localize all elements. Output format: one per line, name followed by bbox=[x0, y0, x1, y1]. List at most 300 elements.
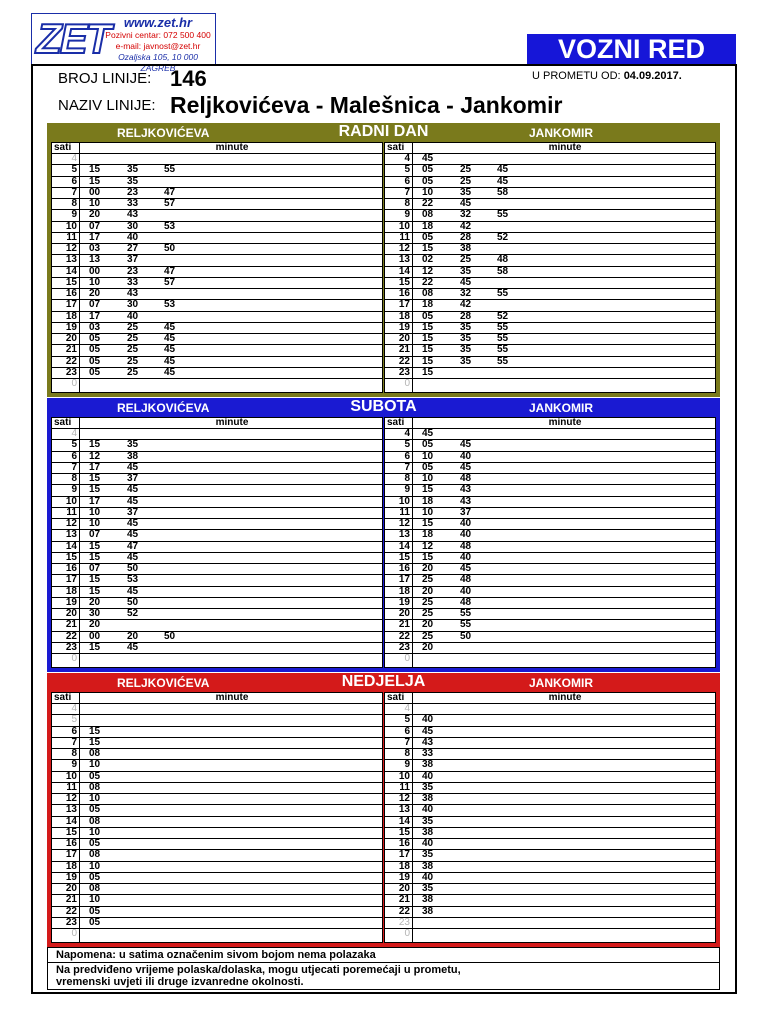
minute-cell: 45 bbox=[127, 518, 139, 529]
table-row bbox=[385, 452, 715, 463]
hour-cell: 8 bbox=[71, 748, 77, 759]
minute-cell: 38 bbox=[127, 450, 139, 462]
table-row bbox=[52, 357, 382, 368]
minute-cell: 13 bbox=[89, 254, 101, 266]
minute-cell: 33 bbox=[422, 748, 434, 759]
minute-cell: 15 bbox=[89, 725, 101, 737]
table-row bbox=[385, 632, 715, 643]
minute-cell: 48 bbox=[460, 540, 472, 552]
hour-cell: 15 bbox=[65, 551, 77, 563]
minute-cell: 15 bbox=[422, 243, 434, 254]
hour-cell: 5 bbox=[71, 439, 77, 451]
hour-cell: 12 bbox=[398, 518, 410, 529]
table-row bbox=[385, 210, 715, 221]
hour-cell: 15 bbox=[398, 826, 410, 838]
minute-cell: 43 bbox=[460, 484, 472, 496]
hour-cell: 4 bbox=[404, 153, 410, 164]
minute-cell: 58 bbox=[497, 186, 509, 198]
hour-cell: 10 bbox=[65, 220, 77, 232]
minute-cell: 10 bbox=[89, 759, 101, 771]
table-row bbox=[385, 553, 715, 564]
hour-cell: 23 bbox=[398, 366, 410, 378]
minute-cell: 47 bbox=[164, 186, 176, 198]
hour-cell: 9 bbox=[71, 209, 77, 221]
minute-cell: 33 bbox=[127, 276, 139, 288]
schedule-block-sb bbox=[47, 398, 720, 672]
hour-cell: 5 bbox=[404, 164, 410, 176]
minute-cell: 47 bbox=[127, 540, 139, 552]
hour-cell: 8 bbox=[71, 473, 77, 484]
minute-cell: 08 bbox=[422, 209, 434, 221]
logo-email: e-mail: javnost@zet.hr bbox=[115, 41, 201, 51]
hour-cell: 10 bbox=[65, 495, 77, 507]
minute-cell: 37 bbox=[127, 473, 139, 484]
minute-cell: 05 bbox=[422, 439, 434, 451]
hour-cell: 9 bbox=[404, 759, 410, 771]
table-row bbox=[52, 267, 382, 278]
hour-cell: 6 bbox=[404, 175, 410, 187]
table-row bbox=[385, 165, 715, 176]
table-row bbox=[385, 278, 715, 289]
minute-cell: 52 bbox=[497, 231, 509, 243]
hour-cell: 19 bbox=[398, 321, 410, 333]
hour-cell: 11 bbox=[66, 231, 77, 243]
hour-cell: 6 bbox=[404, 725, 410, 737]
minute-cell: 05 bbox=[89, 916, 101, 928]
hour-cell: 0 bbox=[404, 653, 410, 664]
hour-cell: 12 bbox=[65, 793, 77, 804]
minute-cell: 40 bbox=[422, 804, 434, 816]
minute-cell: 40 bbox=[422, 714, 434, 726]
line-number-label: BROJ LINIJE: bbox=[58, 70, 152, 87]
column-header-minutes: minute bbox=[548, 692, 582, 703]
departures-table-right bbox=[384, 142, 716, 393]
hour-cell: 17 bbox=[398, 299, 410, 311]
table-row bbox=[52, 222, 382, 233]
hour-cell: 5 bbox=[404, 439, 410, 451]
zet-logo bbox=[31, 13, 216, 73]
hour-cell: 13 bbox=[398, 254, 410, 266]
column-header-minutes: minute bbox=[215, 142, 249, 153]
column-header-hours: sati bbox=[54, 142, 72, 153]
table-row bbox=[385, 772, 715, 783]
minute-cell: 43 bbox=[422, 736, 434, 748]
hour-cell: 6 bbox=[71, 450, 77, 462]
hour-cell: 22 bbox=[398, 630, 410, 642]
hour-cell: 9 bbox=[404, 209, 410, 221]
hour-cell: 14 bbox=[65, 540, 77, 552]
minute-cell: 08 bbox=[89, 781, 101, 793]
table-row bbox=[52, 177, 382, 188]
hour-cell: 0 bbox=[71, 378, 77, 389]
minute-cell: 40 bbox=[422, 838, 434, 849]
minute-cell: 40 bbox=[422, 770, 434, 782]
minute-cell: 48 bbox=[460, 596, 472, 608]
table-row bbox=[385, 154, 715, 165]
line-number-value: 146 bbox=[170, 66, 207, 91]
table-rows bbox=[52, 704, 382, 940]
schedule-block-header bbox=[47, 123, 720, 142]
line-name-value: Reljkovićeva - Malešnica - Jankomir bbox=[170, 92, 563, 118]
hour-cell: 13 bbox=[65, 804, 77, 816]
table-row bbox=[385, 429, 715, 440]
table-row bbox=[52, 805, 382, 816]
minute-cell: 20 bbox=[422, 641, 434, 653]
minute-cell: 35 bbox=[422, 815, 434, 827]
minute-cell: 50 bbox=[164, 630, 176, 642]
minute-cell: 32 bbox=[460, 209, 472, 221]
minute-cell: 55 bbox=[164, 164, 176, 176]
schedule-block-header bbox=[47, 398, 720, 417]
table-row bbox=[385, 508, 715, 519]
minute-cell: 05 bbox=[89, 804, 101, 816]
minute-cell: 38 bbox=[422, 759, 434, 771]
minute-cell: 05 bbox=[422, 231, 434, 243]
column-header-hours: sati bbox=[54, 417, 72, 428]
minute-cell: 45 bbox=[460, 198, 472, 209]
table-row bbox=[52, 508, 382, 519]
hour-cell: 10 bbox=[398, 495, 410, 507]
minute-cell: 07 bbox=[89, 220, 101, 232]
minute-cell: 20 bbox=[89, 209, 101, 221]
minute-cell: 17 bbox=[89, 461, 101, 473]
minute-cell: 15 bbox=[89, 641, 101, 653]
minute-cell: 35 bbox=[127, 175, 139, 187]
hour-cell: 4 bbox=[71, 703, 77, 714]
minute-cell: 00 bbox=[89, 630, 101, 642]
minute-cell: 37 bbox=[460, 506, 472, 518]
minute-cell: 40 bbox=[460, 518, 472, 529]
minute-cell: 40 bbox=[422, 871, 434, 883]
table-row bbox=[52, 929, 382, 940]
table-row bbox=[52, 485, 382, 496]
table-row bbox=[52, 828, 382, 839]
table-row bbox=[52, 289, 382, 300]
minute-cell: 10 bbox=[89, 793, 101, 804]
table-row bbox=[385, 199, 715, 210]
table-row bbox=[385, 918, 715, 929]
note-disclaimer-line-2: vremenski uvjeti ili druge izvanredne okolnosti. bbox=[56, 976, 304, 988]
hour-cell: 20 bbox=[398, 333, 410, 344]
table-row bbox=[385, 654, 715, 665]
minute-cell: 00 bbox=[89, 265, 101, 277]
table-row bbox=[52, 300, 382, 311]
minute-cell: 45 bbox=[164, 344, 176, 356]
table-row bbox=[385, 828, 715, 839]
table-row bbox=[385, 643, 715, 654]
departures-table-right bbox=[384, 417, 716, 668]
hour-cell: 7 bbox=[71, 461, 77, 473]
table-row bbox=[52, 749, 382, 760]
hour-cell: 10 bbox=[398, 220, 410, 232]
table-row bbox=[52, 760, 382, 771]
minute-cell: 07 bbox=[89, 563, 101, 574]
hour-cell: 23 bbox=[65, 916, 77, 928]
table-row bbox=[385, 519, 715, 530]
minute-cell: 45 bbox=[422, 153, 434, 164]
table-row bbox=[52, 632, 382, 643]
minute-cell: 48 bbox=[460, 574, 472, 586]
minute-cell: 25 bbox=[127, 344, 139, 356]
minute-cell: 10 bbox=[89, 860, 101, 872]
minute-cell: 45 bbox=[422, 725, 434, 737]
hour-cell: 0 bbox=[404, 378, 410, 389]
minute-cell: 52 bbox=[127, 608, 139, 619]
minute-cell: 20 bbox=[422, 619, 434, 631]
hour-cell: 20 bbox=[65, 883, 77, 894]
table-row bbox=[385, 783, 715, 794]
minute-cell: 30 bbox=[89, 608, 101, 619]
hour-cell: 17 bbox=[398, 574, 410, 586]
table-row bbox=[52, 620, 382, 631]
table-row bbox=[52, 255, 382, 266]
hour-cell: 15 bbox=[65, 826, 77, 838]
hour-cell: 11 bbox=[66, 506, 77, 518]
column-header-minutes: minute bbox=[548, 417, 582, 428]
table-row bbox=[52, 715, 382, 726]
minute-cell: 08 bbox=[422, 288, 434, 299]
hour-cell: 16 bbox=[398, 288, 410, 299]
table-row bbox=[385, 267, 715, 278]
table-row bbox=[385, 312, 715, 323]
minute-cell: 50 bbox=[164, 243, 176, 254]
table-rows bbox=[385, 154, 715, 390]
minute-cell: 05 bbox=[89, 355, 101, 367]
minute-cell: 15 bbox=[89, 574, 101, 586]
minute-cell: 28 bbox=[460, 310, 472, 322]
minute-cell: 45 bbox=[460, 276, 472, 288]
table-row bbox=[385, 907, 715, 918]
minute-cell: 35 bbox=[422, 849, 434, 861]
minute-cell: 55 bbox=[497, 209, 509, 221]
hour-cell: 4 bbox=[71, 428, 77, 439]
hour-cell: 4 bbox=[404, 428, 410, 439]
table-row bbox=[385, 289, 715, 300]
hour-cell: 6 bbox=[404, 450, 410, 462]
minute-cell: 50 bbox=[460, 630, 472, 642]
minute-cell: 20 bbox=[422, 585, 434, 597]
minute-cell: 08 bbox=[89, 849, 101, 861]
minute-cell: 08 bbox=[89, 815, 101, 827]
table-row bbox=[52, 587, 382, 598]
hour-cell: 16 bbox=[398, 563, 410, 574]
table-row bbox=[385, 323, 715, 334]
minute-cell: 22 bbox=[422, 198, 434, 209]
minute-cell: 40 bbox=[127, 310, 139, 322]
table-row bbox=[52, 895, 382, 906]
table-row bbox=[385, 929, 715, 940]
terminus-left: RELJKOVIĆEVA bbox=[117, 401, 210, 415]
notes-box bbox=[47, 947, 720, 990]
table-row bbox=[385, 368, 715, 379]
minute-cell: 38 bbox=[422, 894, 434, 906]
minute-cell: 05 bbox=[89, 333, 101, 344]
table-row bbox=[385, 839, 715, 850]
hour-cell: 12 bbox=[65, 243, 77, 254]
minute-cell: 30 bbox=[127, 299, 139, 311]
hour-cell: 18 bbox=[65, 585, 77, 597]
table-row bbox=[385, 760, 715, 771]
minute-cell: 53 bbox=[164, 220, 176, 232]
minute-cell: 10 bbox=[89, 198, 101, 209]
minute-cell: 20 bbox=[89, 288, 101, 299]
minute-cell: 25 bbox=[127, 321, 139, 333]
table-row bbox=[52, 368, 382, 379]
minute-cell: 15 bbox=[422, 366, 434, 378]
minute-cell: 05 bbox=[89, 344, 101, 356]
hour-cell: 8 bbox=[71, 198, 77, 209]
hour-cell: 21 bbox=[65, 619, 77, 631]
minute-cell: 10 bbox=[422, 450, 434, 462]
minute-cell: 43 bbox=[127, 209, 139, 221]
minute-cell: 35 bbox=[460, 333, 472, 344]
table-row bbox=[385, 485, 715, 496]
hour-cell: 20 bbox=[65, 608, 77, 619]
table-row bbox=[385, 738, 715, 749]
table-header bbox=[52, 418, 382, 429]
hour-cell: 0 bbox=[404, 928, 410, 939]
hour-cell: 21 bbox=[65, 344, 77, 356]
minute-cell: 38 bbox=[422, 860, 434, 872]
minute-cell: 20 bbox=[127, 630, 139, 642]
table-row bbox=[52, 542, 382, 553]
day-type-title: SUBOTA bbox=[350, 398, 417, 415]
minute-cell: 15 bbox=[89, 540, 101, 552]
table-row bbox=[52, 312, 382, 323]
hour-cell: 9 bbox=[404, 484, 410, 496]
minute-cell: 45 bbox=[497, 164, 509, 176]
table-row bbox=[385, 542, 715, 553]
hour-cell: 9 bbox=[71, 759, 77, 771]
minute-cell: 37 bbox=[127, 506, 139, 518]
minute-cell: 45 bbox=[497, 175, 509, 187]
minute-cell: 45 bbox=[127, 529, 139, 541]
hour-cell: 15 bbox=[65, 276, 77, 288]
minute-cell: 35 bbox=[460, 355, 472, 367]
table-row bbox=[385, 715, 715, 726]
minute-cell: 25 bbox=[460, 175, 472, 187]
table-row bbox=[385, 255, 715, 266]
table-row bbox=[52, 210, 382, 221]
hour-cell: 16 bbox=[398, 838, 410, 849]
hour-cell: 22 bbox=[65, 355, 77, 367]
minute-cell: 45 bbox=[164, 333, 176, 344]
hour-cell: 7 bbox=[71, 186, 77, 198]
hour-cell: 7 bbox=[404, 186, 410, 198]
table-row bbox=[385, 474, 715, 485]
minute-cell: 55 bbox=[460, 619, 472, 631]
minute-cell: 05 bbox=[89, 770, 101, 782]
table-row bbox=[385, 300, 715, 311]
minute-cell: 08 bbox=[89, 748, 101, 759]
minute-cell: 20 bbox=[89, 596, 101, 608]
table-row bbox=[52, 323, 382, 334]
table-row bbox=[52, 379, 382, 390]
minute-cell: 30 bbox=[127, 220, 139, 232]
minute-cell: 15 bbox=[422, 333, 434, 344]
terminus-right: JANKOMIR bbox=[529, 676, 594, 690]
column-header-hours: sati bbox=[387, 692, 405, 703]
minute-cell: 15 bbox=[422, 355, 434, 367]
terminus-right: JANKOMIR bbox=[529, 401, 594, 415]
table-row bbox=[52, 794, 382, 805]
minute-cell: 45 bbox=[422, 428, 434, 439]
hour-cell: 21 bbox=[398, 619, 410, 631]
table-row bbox=[52, 244, 382, 255]
table-row bbox=[52, 783, 382, 794]
hour-cell: 15 bbox=[398, 276, 410, 288]
minute-cell: 05 bbox=[422, 461, 434, 473]
table-row bbox=[52, 704, 382, 715]
minute-cell: 15 bbox=[89, 484, 101, 496]
minute-cell: 18 bbox=[422, 495, 434, 507]
hour-cell: 20 bbox=[398, 883, 410, 894]
hour-cell: 7 bbox=[404, 736, 410, 748]
minute-cell: 55 bbox=[460, 608, 472, 619]
hour-cell: 8 bbox=[404, 748, 410, 759]
departures-table-left bbox=[51, 142, 383, 393]
valid-from-date: 04.09.2017. bbox=[623, 70, 682, 82]
minute-cell: 45 bbox=[127, 484, 139, 496]
hour-cell: 4 bbox=[71, 153, 77, 164]
hour-cell: 13 bbox=[65, 529, 77, 541]
minute-cell: 40 bbox=[127, 231, 139, 243]
table-header bbox=[385, 143, 715, 154]
table-header bbox=[52, 693, 382, 704]
minute-cell: 05 bbox=[89, 905, 101, 917]
table-row bbox=[385, 704, 715, 715]
table-row bbox=[52, 278, 382, 289]
minute-cell: 22 bbox=[422, 276, 434, 288]
minute-cell: 02 bbox=[422, 254, 434, 266]
table-row bbox=[52, 452, 382, 463]
table-row bbox=[52, 918, 382, 929]
minute-cell: 35 bbox=[460, 265, 472, 277]
table-row bbox=[385, 575, 715, 586]
hour-cell: 0 bbox=[71, 653, 77, 664]
minute-cell: 45 bbox=[164, 366, 176, 378]
table-row bbox=[385, 530, 715, 541]
minute-cell: 15 bbox=[89, 551, 101, 563]
table-row bbox=[385, 497, 715, 508]
table-row bbox=[52, 850, 382, 861]
table-row bbox=[52, 497, 382, 508]
departures-table-left bbox=[51, 417, 383, 668]
note-disclaimer bbox=[48, 962, 719, 989]
minute-cell: 45 bbox=[164, 355, 176, 367]
minute-cell: 05 bbox=[422, 175, 434, 187]
hour-cell: 11 bbox=[399, 231, 410, 243]
minute-cell: 35 bbox=[422, 781, 434, 793]
table-row bbox=[385, 727, 715, 738]
table-row bbox=[385, 345, 715, 356]
hour-cell: 11 bbox=[399, 781, 410, 793]
hour-cell: 18 bbox=[398, 860, 410, 872]
hour-cell: 14 bbox=[65, 265, 77, 277]
minute-cell: 43 bbox=[127, 288, 139, 299]
minute-cell: 43 bbox=[460, 495, 472, 507]
table-rows bbox=[52, 154, 382, 390]
minute-cell: 25 bbox=[127, 366, 139, 378]
hour-cell: 19 bbox=[65, 321, 77, 333]
minute-cell: 05 bbox=[422, 164, 434, 176]
minute-cell: 33 bbox=[127, 198, 139, 209]
hour-cell: 14 bbox=[398, 540, 410, 552]
table-row bbox=[385, 884, 715, 895]
hour-cell: 19 bbox=[398, 596, 410, 608]
minute-cell: 10 bbox=[89, 518, 101, 529]
minute-cell: 45 bbox=[127, 495, 139, 507]
